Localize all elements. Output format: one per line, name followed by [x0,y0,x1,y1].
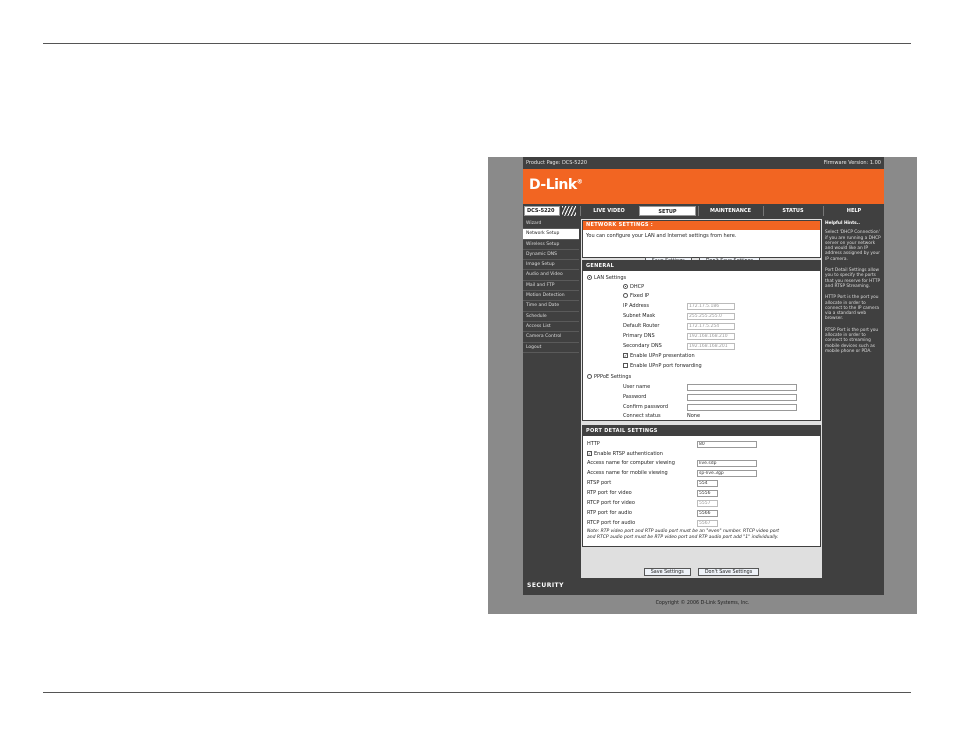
sidebar-item-access-list[interactable]: Access List [523,322,579,332]
rtsp-auth-option[interactable]: ✓ Enable RTSP authentication [588,451,663,457]
rtsp-port-label: RTSP port [587,480,612,486]
lan-settings-option[interactable]: LAN Settings [587,274,626,282]
tab-live-video[interactable]: LIVE VIDEO [580,206,637,216]
sidebar-item-logout[interactable]: Logout [523,343,579,353]
main-nav [523,204,884,218]
sidebar-item-audio-video[interactable]: Audio and Video [523,270,579,280]
access-name-mobile-label: Access name for mobile viewing [587,470,668,476]
network-settings-description: You can configure your LAN and Internet settings from here. [586,233,737,239]
stripes-decoration [562,206,576,216]
hint-dhcp: Select 'DHCP Connection' if you are running a DHCP server on your network and would like an IP address assigned by your IP camera. [825,230,881,262]
product-page-label: Product Page: DCS-5220 [526,160,587,166]
screenshot-frame [488,157,917,614]
helpful-hints-panel [823,219,884,578]
security-label: SECURITY [527,582,564,589]
primary-dns-label: Primary DNS [623,333,655,339]
rtcp-video-port-label: RTCP port for video [587,500,635,506]
subnet-mask-input[interactable]: 255.255.255.0 [687,313,735,320]
ip-address-input[interactable]: 172.17.5.186 [687,303,735,310]
dlink-logo: D-Link® [529,177,583,193]
user-name-label: User name [623,384,651,390]
password-input[interactable] [687,394,797,401]
http-port-label: HTTP [587,441,600,447]
model-tag: DCS-5220 [524,206,560,216]
tab-help[interactable]: HELP [823,206,884,216]
dhcp-option[interactable]: DHCP [623,283,644,291]
fixed-ip-option[interactable]: Fixed IP [623,292,649,300]
tab-status[interactable]: STATUS [763,206,822,216]
bottom-dont-save-settings-button[interactable]: Don't Save Settings [698,568,759,576]
confirm-password-label: Confirm password [623,404,669,410]
connect-status-label: Connect status [623,413,661,419]
rtcp-video-port-input[interactable]: 5557 [697,500,718,507]
hints-title: Helpful Hints.. [825,221,860,226]
rtcp-audio-port-input[interactable]: 5567 [697,520,718,527]
general-title: GENERAL [583,261,820,271]
sidebar-item-schedule[interactable]: Schedule [523,312,579,322]
sidebar-item-wizard[interactable]: Wizard [523,219,579,229]
default-router-label: Default Router [623,323,660,329]
upnp-forwarding-option[interactable]: Enable UPnP port forwarding [623,362,702,370]
hint-port-detail: Port Detail Settings allow you to specify the ports that you reserve for HTTP and RTSP Streaming. [825,268,881,289]
port-note [587,529,817,541]
rtp-video-port-label: RTP port for video [587,490,632,496]
access-name-computer-input[interactable]: live.sdp [697,460,757,467]
bottom-button-row [582,558,821,577]
sidebar-item-dynamic-dns[interactable]: Dynamic DNS [523,250,579,260]
port-detail-title: PORT DETAIL SETTINGS [583,426,820,436]
upnp-presentation-option[interactable]: ✓ Enable UPnP presentation [624,353,695,359]
sidebar-item-network-setup[interactable]: Network Setup [523,229,579,239]
upnp-forwarding-checkbox[interactable] [623,363,628,368]
access-name-mobile-input[interactable]: sp-live.3gp [697,470,757,477]
network-settings-title: NETWORK SETTINGS : [583,221,820,230]
default-router-input[interactable]: 172.17.5.254 [687,323,735,330]
subnet-mask-label: Subnet Mask [623,313,656,319]
user-name-input[interactable] [687,384,797,391]
port-note-line-2: and RTCP audio port must be RTP video port and RTP audio port add "1" individually. [587,535,779,540]
bottom-save-settings-button[interactable]: Save Settings [644,568,691,576]
upnp-presentation-checkbox[interactable]: ✓ [624,353,628,358]
secondary-dns-input[interactable]: 192.168.168.201 [687,343,735,350]
sidebar-item-camera-control[interactable]: Camera Control [523,332,579,342]
pppoe-radio-icon[interactable] [587,374,592,379]
hint-rtsp-port: RTSP Port is the port you allocate in order to connect to streaming mobile devices such as mobile phone or PDA. [825,327,879,354]
top-info-bar [523,157,884,169]
sidebar [523,219,579,593]
pppoe-settings-option[interactable]: PPPoE Settings [587,373,631,381]
port-detail-section [582,425,821,547]
tab-setup[interactable]: SETUP [639,206,696,216]
rtsp-auth-checkbox[interactable]: ✓ [588,451,592,456]
access-name-computer-label: Access name for computer viewing [587,460,675,466]
firmware-version-label: Firmware Version: 1.00 [823,160,881,166]
page-top-rule [43,43,911,44]
http-port-input[interactable]: 80 [697,441,757,448]
sidebar-item-motion-detection[interactable]: Motion Detection [523,291,579,301]
copyright-text: Copyright © 2006 D-Link Systems, Inc. [655,601,750,606]
rtp-audio-port-label: RTP port for audio [587,510,632,516]
secondary-dns-label: Secondary DNS [623,343,662,349]
camera-web-ui [523,157,884,595]
network-settings-section [582,220,821,258]
password-label: Password [623,394,647,400]
primary-dns-input[interactable]: 192.168.168.210 [687,333,735,340]
confirm-password-input[interactable] [687,404,797,411]
fixed-ip-radio-icon[interactable] [623,293,628,298]
dhcp-radio-icon[interactable] [623,284,628,289]
lan-radio-icon[interactable] [587,275,592,280]
rtsp-port-input[interactable]: 554 [697,480,718,487]
brand-banner [523,169,884,204]
page-bottom-rule [43,692,911,693]
port-note-line-1: Note: RTP video port and RTP audio port must be an "even" number. RTCP video port [587,529,780,534]
hint-http-port: HTTP Port is the port you allocate in order to connect to the IP camera via a standard web browser. [825,295,880,322]
sidebar-item-time-date[interactable]: Time and Date [523,301,579,311]
sidebar-item-wireless-setup[interactable]: Wireless Setup [523,240,579,250]
sidebar-item-mail-ftp[interactable]: Mail and FTP [523,281,579,291]
rtcp-audio-port-label: RTCP port for audio [587,520,636,526]
general-section [582,260,821,421]
security-footer-bar [523,578,884,595]
main-content [581,219,822,578]
rtp-video-port-input[interactable]: 5556 [697,490,718,497]
connect-status-value: None [687,413,701,419]
ip-address-label: IP Address [623,303,649,309]
sidebar-item-image-setup[interactable]: Image Setup [523,260,579,270]
rtp-audio-port-input[interactable]: 5566 [697,510,718,517]
tab-maintenance[interactable]: MAINTENANCE [698,206,762,216]
